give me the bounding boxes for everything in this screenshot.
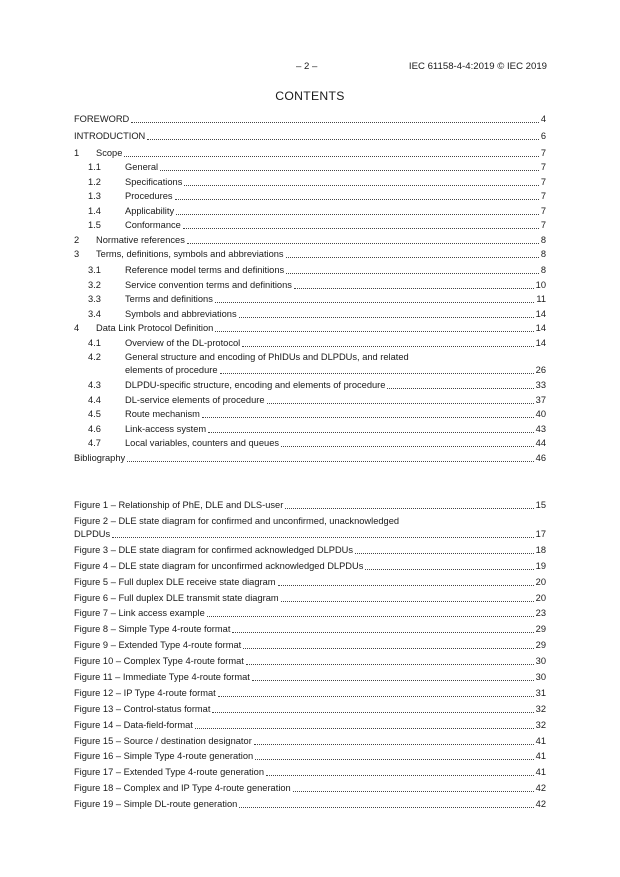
dot-leader: [293, 782, 534, 792]
toc-title: Data Link Protocol Definition: [96, 323, 214, 333]
dot-leader: [184, 176, 538, 186]
dot-leader: [278, 576, 534, 586]
figure-title: Figure 13 – Control-status format: [74, 703, 211, 714]
toc-entry[interactable]: [74, 308, 546, 323]
toc-page: 43: [535, 423, 546, 434]
figure-title: Figure 17 – Extended Type 4-route generation: [74, 767, 265, 778]
toc-number: 4: [74, 323, 80, 333]
toc-number: 1.4: [88, 205, 101, 216]
toc-title: FOREWORD: [74, 114, 130, 124]
toc-page: 40: [535, 409, 546, 419]
toc-page: 6: [540, 130, 546, 141]
dot-leader: [355, 544, 534, 554]
toc-number: 3.2: [88, 279, 101, 290]
dot-leader: [239, 798, 533, 808]
figure-entry[interactable]: [74, 639, 546, 655]
dot-leader: [286, 264, 539, 274]
toc-page: 4: [540, 114, 546, 124]
toc-entry[interactable]: [74, 219, 546, 234]
figure-page: 18: [535, 544, 546, 555]
toc-title: Bibliography: [74, 452, 126, 463]
dot-leader: [127, 452, 533, 462]
figure-page: 20: [535, 592, 546, 603]
dot-leader: [285, 499, 533, 509]
dot-leader: [207, 607, 534, 617]
toc-page: 8: [540, 249, 546, 259]
toc-page: 7: [540, 176, 546, 187]
toc-entry[interactable]: [74, 264, 546, 279]
dot-leader: [131, 113, 539, 123]
figure-entry[interactable]: [74, 623, 546, 639]
toc-title: Local variables, counters and queues: [125, 438, 280, 448]
toc-entry[interactable]: [74, 379, 546, 394]
toc-entry[interactable]: [74, 408, 546, 423]
toc-title: General: [125, 162, 159, 172]
dot-leader: [112, 528, 533, 538]
figure-title: Figure 4 – DLE state diagram for unconfirmed acknowledged DLPDUs: [74, 560, 364, 571]
figure-entry[interactable]: [74, 499, 546, 515]
dot-leader: [267, 394, 534, 404]
figure-page: 42: [535, 783, 546, 794]
toc-page: 14: [535, 308, 546, 319]
toc-number: 4.3: [88, 380, 101, 390]
dot-leader: [254, 735, 534, 745]
figure-page: 32: [535, 719, 546, 730]
figure-page: 41: [535, 767, 546, 778]
dot-leader: [195, 719, 534, 729]
toc-page: 46: [535, 452, 546, 463]
toc-title: Terms and definitions: [125, 294, 213, 304]
toc-title: Terms, definitions, symbols and abbreviations: [96, 249, 284, 259]
toc-title: Symbols and abbreviations: [125, 308, 237, 319]
figure-entry[interactable]: [74, 576, 546, 592]
dot-leader: [183, 219, 539, 229]
figure-entry[interactable]: [74, 750, 546, 766]
toc-number: 1.2: [88, 176, 101, 187]
figure-entry[interactable]: [74, 798, 546, 814]
toc-number: 2: [74, 234, 80, 245]
toc-entry[interactable]: [74, 423, 546, 438]
toc-entry[interactable]: [74, 293, 546, 308]
dot-leader: [246, 655, 534, 665]
toc-entry[interactable]: [74, 337, 546, 352]
figure-entry[interactable]: [74, 687, 546, 703]
standard-reference: IEC 61158-4-4:2019 © IEC 2019: [408, 61, 547, 72]
dot-leader: [215, 322, 533, 332]
dot-leader: [243, 639, 533, 649]
toc-number: 3.3: [88, 294, 101, 304]
toc-entry[interactable]: [74, 190, 546, 205]
figure-title: Figure 16 – Simple Type 4-route generation: [74, 751, 254, 762]
dot-leader: [242, 337, 533, 347]
toc-page: 7: [540, 147, 546, 158]
figure-title: Figure 8 – Simple Type 4-route format: [74, 624, 231, 635]
toc-page: 7: [540, 205, 546, 216]
figure-page: 30: [535, 656, 546, 667]
toc-title: Specifications: [125, 176, 183, 187]
dot-leader: [218, 687, 534, 697]
figure-entry[interactable]: [74, 515, 546, 544]
figure-page: 29: [535, 640, 546, 651]
toc-entry[interactable]: [74, 394, 546, 409]
figure-page: 42: [535, 799, 546, 810]
toc-title: Route mechanism: [125, 409, 200, 419]
toc-page: 7: [540, 220, 546, 230]
figure-entry[interactable]: [74, 782, 546, 798]
toc-number: 3.4: [88, 308, 101, 319]
toc-page: 14: [535, 337, 546, 348]
toc-title: Applicability: [125, 205, 175, 216]
toc-title: DLPDU-specific structure, encoding and elements of procedure: [125, 380, 386, 390]
figure-entry[interactable]: [74, 766, 546, 782]
page-title: CONTENTS: [275, 89, 345, 103]
toc-entry[interactable]: [74, 234, 546, 249]
toc-number: 1.1: [88, 162, 101, 172]
dot-leader: [239, 308, 534, 318]
figure-page: 31: [535, 687, 546, 698]
toc-entry[interactable]: [74, 205, 546, 220]
toc-page: 33: [535, 380, 546, 390]
toc-page: 37: [535, 394, 546, 405]
dot-leader: [187, 234, 539, 244]
figure-page: 41: [535, 751, 546, 762]
figure-title: Figure 6 – Full duplex DLE transmit state diagram: [74, 592, 279, 603]
toc-entry[interactable]: [74, 437, 546, 452]
dot-leader: [124, 147, 538, 157]
figure-entry[interactable]: [74, 703, 546, 719]
figure-page: 32: [535, 703, 546, 714]
figure-title: Figure 3 – DLE state diagram for confirmed acknowledged DLPDUs: [74, 544, 354, 555]
figure-entry[interactable]: [74, 607, 546, 623]
toc-number: 4.5: [88, 409, 101, 419]
page-number: – 2 –: [296, 61, 318, 72]
dot-leader: [255, 750, 533, 760]
toc-number: 3: [74, 249, 80, 259]
dot-leader: [286, 248, 539, 258]
dot-leader: [215, 293, 534, 303]
dot-leader: [176, 205, 539, 215]
dot-leader: [220, 364, 534, 374]
figure-title: Figure 10 – Complex Type 4-route format: [74, 656, 244, 667]
dot-leader: [294, 279, 534, 289]
toc-number: 3.1: [88, 265, 101, 275]
toc-entry[interactable]: [74, 161, 546, 176]
toc-page: 11: [536, 294, 546, 304]
toc-page: 7: [540, 162, 546, 172]
figure-entry[interactable]: [74, 560, 546, 576]
toc-page: 14: [535, 323, 546, 333]
figure-page: 29: [535, 624, 546, 635]
toc-title: Overview of the DL-protocol: [125, 337, 241, 348]
toc-title: General structure and encoding of PhIDUs and DLPDUs, and related: [125, 352, 409, 362]
toc-page: 44: [535, 438, 546, 448]
dot-leader: [208, 423, 534, 433]
figure-title: Figure 19 – Simple DL-route generation: [74, 799, 238, 810]
figure-page: 19: [535, 560, 546, 571]
toc-title: Reference model terms and definitions: [125, 265, 285, 275]
figure-entry[interactable]: [74, 544, 546, 560]
figure-title: Figure 18 – Complex and IP Type 4-route generation: [74, 783, 291, 794]
dot-leader: [147, 130, 539, 140]
figure-entry[interactable]: [74, 655, 546, 671]
dot-leader: [387, 379, 533, 389]
toc-title: Service convention terms and definitions: [125, 279, 292, 290]
toc-page: 26: [535, 365, 546, 375]
toc-title: Scope: [96, 147, 123, 158]
toc-entry[interactable]: [74, 113, 546, 128]
toc-number: 4.1: [88, 337, 101, 348]
dot-leader: [160, 161, 539, 171]
figure-page: 23: [535, 608, 546, 619]
dot-leader: [212, 703, 533, 713]
toc-number: 4.4: [88, 394, 101, 405]
figure-entry[interactable]: [74, 671, 546, 687]
dot-leader: [266, 766, 534, 776]
dot-leader: [232, 623, 533, 633]
toc-title: INTRODUCTION: [74, 130, 146, 141]
toc-entry[interactable]: [74, 351, 546, 379]
toc-title: DL-service elements of procedure: [125, 394, 265, 405]
figure-title: Figure 5 – Full duplex DLE receive state diagram: [74, 576, 276, 587]
toc-page: 8: [540, 234, 546, 245]
toc-number: 1.5: [88, 220, 101, 230]
figure-title: Figure 1 – Relationship of PhE, DLE and DLS-user: [74, 500, 284, 510]
figure-page: 17: [535, 528, 546, 539]
figure-page: 15: [535, 500, 546, 510]
figure-page: 30: [535, 672, 546, 683]
toc-page: 10: [535, 279, 546, 290]
figure-title: Figure 9 – Extended Type 4-route format: [74, 640, 242, 651]
figure-title-continued: DLPDUs: [74, 528, 111, 539]
figure-title: Figure 15 – Source / destination designator: [74, 735, 252, 746]
dot-leader: [202, 408, 534, 418]
page-header: [0, 61, 620, 75]
toc-entry[interactable]: [74, 147, 546, 162]
dot-leader: [365, 560, 533, 570]
figure-title: Figure 7 – Link access example: [74, 608, 205, 619]
toc-entry[interactable]: [74, 322, 546, 337]
figure-title: Figure 2 – DLE state diagram for confirmed and unconfirmed, unacknowledged: [74, 515, 400, 526]
toc-title: Conformance: [125, 220, 181, 230]
dot-leader: [252, 671, 534, 681]
toc-entry[interactable]: [74, 452, 546, 467]
toc-entry[interactable]: [74, 279, 546, 294]
toc-title: Normative references: [96, 234, 185, 245]
toc-entry[interactable]: [74, 248, 546, 263]
toc-number: 4.6: [88, 423, 101, 434]
dot-leader: [281, 437, 534, 447]
toc-title: Procedures: [125, 191, 173, 201]
figure-page: 41: [535, 735, 546, 746]
figure-page: 20: [535, 576, 546, 587]
figure-title: Figure 12 – IP Type 4-route format: [74, 687, 216, 698]
toc-entry[interactable]: [74, 176, 546, 191]
toc-entry[interactable]: [74, 130, 546, 145]
figure-entry[interactable]: [74, 719, 546, 735]
figure-title: Figure 11 – Immediate Type 4-route format: [74, 672, 250, 683]
toc-title-continued: elements of procedure: [125, 365, 218, 375]
toc-number: 4.7: [88, 438, 101, 448]
dot-leader: [281, 592, 534, 602]
toc-number: 1.3: [88, 191, 101, 201]
figure-entry[interactable]: [74, 735, 546, 751]
contents-list: [74, 113, 546, 466]
dot-leader: [175, 190, 539, 200]
toc-title: Link-access system: [125, 423, 207, 434]
toc-page: 7: [540, 191, 546, 201]
figures-list: [74, 499, 546, 814]
figure-entry[interactable]: [74, 592, 546, 608]
toc-number: 1: [74, 147, 80, 158]
toc-page: 8: [540, 265, 546, 275]
toc-number: 4.2: [88, 352, 101, 362]
figure-title: Figure 14 – Data-field-format: [74, 719, 193, 730]
